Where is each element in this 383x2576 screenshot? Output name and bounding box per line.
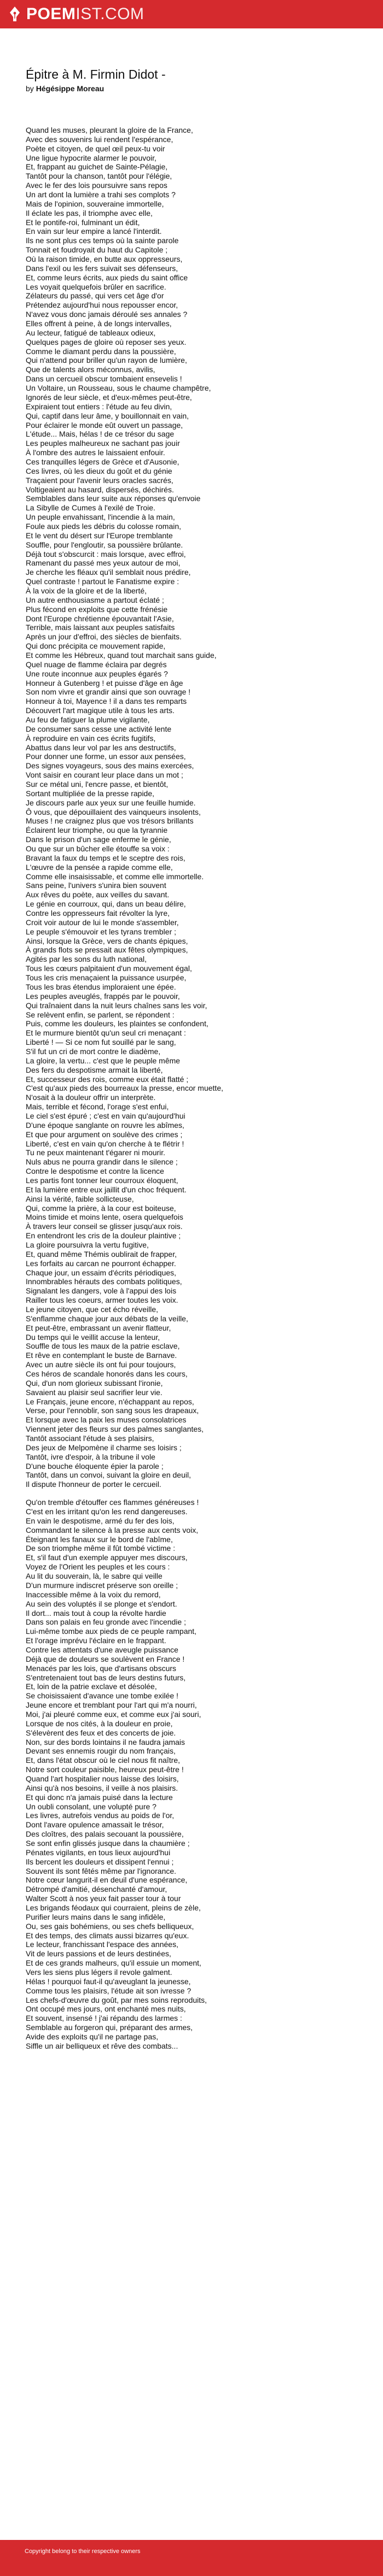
poem-line: Lorsque de nos cités, à la douleur en proie,	[26, 1719, 173, 1728]
poem-line: Sortant multipliée de la presse rapide,	[26, 789, 155, 798]
poem-line: Voyez de l'Orient les peuples et les cours :	[26, 1562, 170, 1572]
poem-line: Un art dont la lumière a trahi ses complots ?	[26, 190, 176, 199]
poem-line: Ou, ses gais bohémiens, ou ses chefs belliqueux,	[26, 1921, 194, 1931]
poem-line: Elles offrent à peine, à de longs intervalles,	[26, 319, 172, 328]
poem-content	[0, 28, 383, 2051]
poem-line: De consumer sans cesse une activité lente	[26, 724, 172, 733]
poem-line: Au lecteur, fatigué de tableaux odieux,	[26, 328, 156, 337]
poem-line: Menacés par les lois, que d'artisans obscurs	[26, 1663, 177, 1673]
poem-author[interactable]: Hégésippe Moreau	[36, 84, 105, 93]
poem-line: Viennent jeter des fleurs sur des palmes sanglantes,	[26, 1425, 204, 1434]
poem-line: Il dort... mais tout à coup la révolte hardie	[26, 1608, 166, 1618]
poem-line: Le Français, jeune encore, n'échappant au repos,	[26, 1397, 194, 1406]
poem-line: Innombrables hérauts des combats politiques,	[26, 1277, 182, 1286]
poem-line: Du temps qui le veillit accuse la lenteur,	[26, 1332, 160, 1342]
poem-line: Se relèvent enfin, se parlent, se répondent :	[26, 1010, 175, 1019]
poem-line: Avec des souvenirs lui rendent l'espérance,	[26, 134, 173, 144]
poem-line: S'il fut un cri de mort contre le diadème,	[26, 1046, 161, 1056]
poem-line: Et, dans l'état obscur où le ciel nous fit naître,	[26, 1756, 181, 1765]
footer-copyright: Copyright belong to their respective owners	[25, 2548, 141, 2555]
poem-line: Inaccessible même à la voix du remord,	[26, 1590, 161, 1599]
poem-line: Nuls abus ne pourra grandir dans le silence ;	[26, 1157, 178, 1167]
poem-line: D'un murmure indiscret préserve son oreille ;	[26, 1580, 178, 1590]
poem-line: Et qui donc n'a jamais puisé dans la lecture	[26, 1792, 173, 1802]
logo-text-light: IST.COM	[76, 5, 144, 23]
poem-line: Il éclate les pas, il triomphe avec elle,	[26, 208, 153, 217]
poem-line: Verse, pour l'ennoblir, son sang sous les drapeaux,	[26, 1406, 199, 1415]
poem-line: Où la raison timide, en butte aux oppresseurs,	[26, 255, 183, 264]
poem-line: Déjà tout s'obscurcit : mais lorsque, avec effroi,	[26, 549, 186, 558]
poem-line: Et, quand même Thémis oublirait de frapper,	[26, 1249, 177, 1258]
poem-line: Tantôt pour la chanson, tantôt pour l'élégie,	[26, 172, 172, 181]
site-footer	[0, 2540, 383, 2576]
poem-line: Expiraient tout entiers : l'étude au feu divin,	[26, 402, 172, 411]
poem-line: C'est qu'aux pieds des bourreaux la presse, encor muette,	[26, 1084, 223, 1093]
poem-line: Au feu de fatiguer la plume vigilante,	[26, 715, 150, 724]
pen-nib-icon	[9, 6, 21, 22]
poem-line: Tantôt associant l'étude à ses plaisirs,	[26, 1434, 154, 1443]
poem-line: Et l'orage imprévu l'éclaire en le frappant.	[26, 1636, 166, 1645]
poem-line: Découvert l'art magique utile à tous les arts.	[26, 706, 175, 715]
poem-line: L'étude... Mais, hélas ! de ce trésor du sage	[26, 430, 175, 439]
poem-line: Et, loin de la patrie exclave et désolée,	[26, 1682, 157, 1691]
poem-line: Chaque jour, un essaim d'écrits périodiques,	[26, 1268, 177, 1277]
poem-line: Poète et citoyen, de quel œil peux-tu voir	[26, 144, 165, 153]
poem-line: Un autre enthousiasme a partout éclaté ;	[26, 595, 164, 604]
poem-line: Tonnait et foudroyait du haut du Capitole ;	[26, 245, 168, 255]
poem-line: Ainsi qu'à nos besoins, il veille à nos plaisirs.	[26, 1783, 178, 1792]
poem-line: Dans son palais en feu gronde avec l'incendie ;	[26, 1618, 186, 1627]
poem-line: Voltigeaient au hasard, dispersés, déchirés.	[26, 485, 174, 494]
poem-line: À la voix de la gloire et de la liberté,	[26, 586, 147, 595]
poem-line: Qui n'attend pour briller qu'un rayon de lumière,	[26, 356, 187, 365]
poem-line: Traçaient pour l'avenir leurs oracles sacrés,	[26, 475, 173, 485]
poem-line: Prétendez aujourd'hui nous repousser encor,	[26, 301, 178, 310]
poem-line: Et souvent, insensé ! j'ai répandu des larmes :	[26, 2014, 182, 2023]
poem-line: Moins timide et moins lente, osera quelquefois	[26, 1213, 183, 1222]
poem-line: La gloire poursuivra la vertu fugitive,	[26, 1240, 149, 1249]
poem-line: Les forfaits au carcan ne pourront échapper.	[26, 1258, 176, 1268]
poem-stanza	[26, 126, 383, 1489]
poem-line: Déjà que de douleurs se soulèvent en France !	[26, 1654, 185, 1663]
poem-line: À l'ombre des autres le laissaient enfouir.	[26, 448, 165, 457]
poem-line: Et, comme leurs écrits, aux pieds du saint office	[26, 273, 188, 282]
poem-line: Un Voltaire, un Rousseau, sous le chaume champêtre,	[26, 384, 211, 393]
poem-line: N'avez vous donc jamais déroulé ses annales ?	[26, 310, 188, 319]
poem-line: Contre le despotisme et contre la licence	[26, 1167, 164, 1176]
poem-line: Un oubli consolant, une volupté pure ?	[26, 1802, 156, 1811]
poem-line: Éteignant les fanaux sur le bord de l'abîme,	[26, 1534, 173, 1544]
poem-line: Terrible, mais laissant aux peuples satisfaits	[26, 623, 175, 632]
poem-line: Ces livres, où les dieux du goût et du génie	[26, 466, 172, 475]
poem-line: Et la lumière entre eux jaillit d'un choc fréquent.	[26, 1185, 187, 1194]
poem-line: Et que pour argument on soulève des crimes ;	[26, 1130, 183, 1139]
poem-line: En vain le despotisme, armé du fer des lois,	[26, 1516, 175, 1525]
poem-line: Les peuples malheureux ne sachant pas jouir	[26, 439, 180, 448]
poem-line: Avec le fer des lois poursuivre sans repos	[26, 181, 167, 190]
poem-line: Et rêve en contemplant le buste de Barnave.	[26, 1351, 177, 1360]
poem-line: Et comme les Hébreux, quand tout marchait sans guide,	[26, 650, 217, 660]
poem-line: N'osait à la douleur offrir un interprète.	[26, 1093, 156, 1102]
poem-line: Souffle de tous les maux de la patrie esclave,	[26, 1342, 180, 1351]
poem-line: Quel nuage de flamme éclaira par degrés	[26, 660, 167, 669]
poem-line: Semblable au forgeron qui, préparant des armes,	[26, 2023, 193, 2032]
poem-line: Comme tous les plaisirs, l'étude ait son ivresse ?	[26, 1986, 192, 1995]
poem-line: Moi, j'ai pleuré comme eux, et comme eux j'ai souri,	[26, 1709, 201, 1719]
poem-line: Ils ne sont plus ces temps où la sainte parole	[26, 236, 179, 245]
poem-line: En entendront les cris de la douleur plaintive ;	[26, 1231, 181, 1240]
poem-line: En vain sur leur empire a lancé l'interdit.	[26, 227, 162, 236]
poem-line: Qui, captif dans leur âme, y bouillonnait en vain,	[26, 411, 189, 420]
poem-line: Liberté ! — Si ce nom fut souillé par le sang,	[26, 1038, 176, 1047]
poem-line: Railler tous les coeurs, armer toutes les voix.	[26, 1296, 178, 1305]
site-logo[interactable]	[9, 5, 144, 23]
poem-line: À reproduire en vain ces écrits fugitifs,	[26, 733, 156, 743]
poem-line: Mais de l'opinion, souveraine immortelle,	[26, 199, 164, 208]
poem-line: Commandant le silence à la presse aux cents voix,	[26, 1525, 199, 1534]
poem-line: Éclairent leur triomphe, ou que la tyrannie	[26, 826, 168, 835]
poem-stanza	[26, 1498, 383, 2051]
poem-line: Une ligue hypocrite alarmer le pouvoir,	[26, 153, 156, 162]
poem-line: Zélateurs du passé, qui vers cet âge d'or	[26, 291, 164, 301]
poem-line: Ou que sur un bûcher elle étouffe sa voix :	[26, 844, 170, 854]
poem-line: Dont l'avare opulence amassait le trésor,	[26, 1820, 164, 1830]
poem-line: Et lorsque avec la paix les muses consolatrices	[26, 1415, 187, 1425]
poem-line: Bravant la faux du temps et le sceptre des rois,	[26, 853, 185, 862]
poem-line: Dont l'Europe chrétienne épouvantait l'Asie,	[26, 614, 174, 623]
poem-line: Qui traînaient dans la nuit leurs chaînes sans les voir,	[26, 1001, 207, 1010]
poem-line: Comme elle insaisissable, et comme elle immortelle.	[26, 872, 204, 881]
poem-line: D'une bouche éloquente épier la parole ;	[26, 1461, 164, 1471]
poem-line: Signalant les dangers, vole à l'appui des lois	[26, 1286, 177, 1296]
poem-line: Les brigands féodaux qui courraient, pleins de zèle,	[26, 1903, 201, 1912]
poem-line: Hélas ! pourquoi faut-il qu'aveuglant la jeunesse,	[26, 1977, 191, 1986]
poem-line: Un peuple envahissant, l'incendie à la main,	[26, 513, 175, 522]
poem-line: La Sibylle de Cumes à l'exilé de Troie.	[26, 503, 155, 513]
poem-line: Honneur à Gutenberg ! et puisse d'âge en âge	[26, 678, 183, 687]
poem-line: Pénates vigilants, en tous lieux aujourd'hui	[26, 1848, 171, 1857]
poem-line: Tous les bras étendus imploraient une épée.	[26, 982, 176, 991]
poem-line: Qu'on tremble d'étouffer ces flammes généreuses !	[26, 1498, 199, 1507]
poem-line: Aux rêves du poète, aux veilles du savant.	[26, 890, 170, 899]
poem-line: Et le vent du désert sur l'Europe tremblante	[26, 531, 173, 540]
poem-line: Détrompé d'amitié, désenchanté d'amour,	[26, 1885, 167, 1894]
poem-body	[26, 126, 383, 2051]
poem-line: Abattus dans leur vol par les ans destructifs,	[26, 743, 176, 752]
poem-line: Les livres, autrefois vendus au poids de l'or,	[26, 1811, 175, 1820]
poem-line: Son nom vivre et grandir ainsi que son ouvrage !	[26, 687, 191, 697]
poem-line: Et le pontife-roi, fulminant un édit,	[26, 217, 140, 227]
poem-line: Notre cœur langurit-il en deuil d'une espérance,	[26, 1875, 188, 1885]
poem-line: Le génie en courroux, qui, dans un beau délire,	[26, 899, 186, 909]
poem-line: Muses ! ne craignez plus que vos trésors brillants	[26, 816, 194, 826]
poem-line: Notre sort couleur paisible, heureux peut-être !	[26, 1765, 184, 1774]
poem-line: Dans l'exil ou les fers suivait ses défenseurs,	[26, 263, 178, 273]
poem-line: Pour éclairer le monde eût ouvert un passage,	[26, 420, 183, 430]
poem-line: Les chefs-d'œuvre du goût, par mes soins reproduits,	[26, 1995, 207, 2004]
poem-line: Vont saisir en courant leur place dans un mot ;	[26, 771, 183, 780]
poem-line: Les peuples aveuglés, frappés par le pouvoir,	[26, 991, 180, 1001]
poem-line: Lui-même tombe aux pieds de ce peuple rampant,	[26, 1627, 197, 1636]
poem-line: Quand l'art hospitalier nous laisse des loisirs,	[26, 1774, 179, 1783]
poem-line: Le peuple s'émouvoir et les tyrans trembler ;	[26, 927, 177, 936]
poem-line: S'entretenaient tout bas de leurs destins futurs,	[26, 1673, 186, 1682]
poem-line: Qui, comme la prière, à la cour est boiteuse,	[26, 1203, 176, 1213]
poem-line: Souffle, pour l'engloutir, sa poussière brûlante.	[26, 540, 183, 549]
poem-line: Jeune encore et tremblant pour l'art qui m'a nourri,	[26, 1701, 197, 1710]
poem-line: Comme le diamant perdu dans la poussière,	[26, 346, 176, 356]
poem-line: Que de talents alors méconnus, avilis,	[26, 365, 155, 374]
poem-line: Honneur à toi, Mayence ! il a dans tes remparts	[26, 697, 187, 706]
poem-line: Après un jour d'effroi, des siècles de bienfaits.	[26, 632, 182, 642]
poem-line: Il dispute l'honneur de porter le cercueil.	[26, 1480, 161, 1489]
byline-prefix: by	[26, 84, 36, 93]
poem-line: Ignorés de leur siècle, et d'eux-mêmes peut-être,	[26, 392, 192, 402]
poem-line: De son triomphe même il fût tombé victime :	[26, 1544, 176, 1553]
poem-line: À travers leur conseil se glisser jusqu'aux rois.	[26, 1222, 183, 1231]
poem-line: Puis, comme les douleurs, les plaintes se confondent,	[26, 1019, 208, 1028]
poem-title: Épitre à M. Firmin Didot -	[26, 67, 166, 81]
poem-line: Et, frappant au guichet de Sainte-Pélagie,	[26, 162, 168, 172]
poem-line: Tu ne peux maintenant t'égarer ni mourir.	[26, 1148, 166, 1157]
poem-line: D'une époque sanglante on rouvre les abîmes,	[26, 1120, 184, 1130]
poem-line: Et des temps, des climats aussi bizarres qu'eux.	[26, 1931, 189, 1940]
poem-line: Tous les cœurs palpitaient d'un mouvement égal,	[26, 964, 192, 973]
poem-line: Le jeune citoyen, que cet écho réveille,	[26, 1305, 159, 1314]
poem-line: Plus fécond en exploits que cette frénésie	[26, 604, 168, 614]
poem-line: Quand les muses, pleurant la gloire de la France,	[26, 126, 193, 134]
poem-line: Je discours parle aux yeux sur une feuille humide.	[26, 798, 196, 807]
poem-line: Sur ce métal uni, l'encre passe, et bientôt,	[26, 780, 169, 789]
poem-line: Qui, d'un nom glorieux subissant l'ironie,	[26, 1378, 163, 1387]
poem-line: Tantôt, ivre d'espoir, à la tribune il vole	[26, 1452, 155, 1461]
poem-line: Au sein des voluptés il se plonge et s'endort.	[26, 1599, 177, 1608]
poem-line: Souvent ils sont fêtés même par l'ignorance.	[26, 1866, 177, 1875]
poem-line: Vit de leurs passions et de leurs destinées,	[26, 1949, 171, 1959]
poem-line: Quel contraste ! partout le Fanatisme expire :	[26, 577, 179, 586]
poem-line: C'est en les irritant qu'on les rend dangereuses.	[26, 1507, 188, 1516]
poem-line: Ont occupé mes jours, ont enchanté mes nuits,	[26, 2004, 186, 2014]
poem-line: Savaient au plaisir seul sacrifier leur vie.	[26, 1387, 163, 1397]
poem-line: Agités par les sons du luth national,	[26, 955, 147, 964]
poem-line: Avec un autre siècle ils ont fui pour toujours,	[26, 1360, 176, 1369]
poem-line: Croit voir autour de lui le monde s'assembler,	[26, 918, 179, 927]
poem-line: L'œuvre de la pensée a rapide comme elle,	[26, 862, 173, 872]
site-header	[0, 0, 383, 28]
poem-line: Semblables dans leur suite aux réponses qu'envoie	[26, 494, 201, 503]
poem-line: Qui donc précipita ce mouvement rapide,	[26, 642, 166, 651]
poem-line: Avide des exploits qu'il ne partage pas,	[26, 2032, 159, 2042]
poem-line: Des jeux de Melpomène il charme ses loisirs ;	[26, 1443, 182, 1452]
poem-line: Contre les oppresseurs fait révolter la lyre,	[26, 909, 170, 918]
poem-line: Contre les attentats d'une aveugle puissance	[26, 1645, 178, 1654]
poem-line: Dans le prison d'un sage enferme le génie,	[26, 835, 171, 844]
poem-line: Tous les cris menaçaient la puissance usurpée,	[26, 973, 187, 983]
poem-line: À grands flots se pressait aux fêtes olympiques,	[26, 945, 188, 955]
poem-line: Et de ces grands malheurs, qu'il essuie un moment,	[26, 1959, 201, 1968]
poem-line: Ils bercent les douleurs et dissipent l'ennui ;	[26, 1857, 174, 1866]
poem-line: Le lecteur, franchissant l'espace des années,	[26, 1940, 178, 1949]
poem-line: Des fers du despotisme armait la liberté,	[26, 1065, 163, 1074]
poem-byline	[26, 83, 383, 94]
poem-line: La gloire, la vertu... c'est que le peuple même	[26, 1056, 181, 1065]
poem-line: Liberté, c'est en vain qu'on cherche à te flétrir !	[26, 1139, 184, 1148]
poem-line: Ces héros de scandale honorés dans les cours,	[26, 1369, 188, 1379]
poem-line: Quelques pages de gloire où reposer ses yeux.	[26, 337, 187, 346]
poem-line: Foule aux pieds les débris du colosse romain,	[26, 521, 182, 531]
poem-line: Des signes voyageurs, sous des mains exercées,	[26, 761, 194, 771]
poem-line: Les partis font tonner leur courroux éloquent,	[26, 1175, 178, 1185]
poem-line: Les voyait quelquefois brûler en sacrifice.	[26, 282, 166, 291]
poem-line: Dans un cercueil obscur tombaient ensevelis !	[26, 374, 182, 384]
poem-line: Devant ses ennemis rougir du nom français,	[26, 1746, 176, 1756]
poem-line: Au lit du souverain, là, le sabre qui veille	[26, 1572, 163, 1581]
poem-line: Vers les siens plus légers il revole galment.	[26, 1968, 172, 1977]
poem-line: Ramenant du passé mes yeux autour de moi,	[26, 558, 181, 568]
poem-line: Et le murmure bientôt qu'un seul cri menaçant :	[26, 1028, 186, 1038]
poem-line: Ainsi, lorsque la Grèce, vers de chants épiques,	[26, 936, 188, 945]
poem-line: Walter Scott à nos yeux fait passer tour à tour	[26, 1894, 181, 1903]
logo-text-bold: POEM	[26, 5, 76, 23]
poem-line: Ces tranquilles légers de Grèce et d'Ausonie,	[26, 457, 179, 466]
poem-line: Des cloîtres, des palais secouant la poussière,	[26, 1830, 184, 1839]
poem-line: S'enflamme chaque jour aux débats de la veille,	[26, 1314, 188, 1323]
poem-line: Tantôt, dans un convoi, suivant la gloire en deuil,	[26, 1471, 191, 1480]
poem-line: Siffle un air belliqueux et rêve des combats...	[26, 2041, 178, 2050]
poem-line: Et peut-être, embrassant un avenir flatteur,	[26, 1323, 171, 1332]
poem-line: Se choisissaient d'avance une tombe exilée !	[26, 1691, 178, 1701]
poem-line: Et, successeur des rois, comme eux était flatté ;	[26, 1074, 189, 1084]
poem-line: Se sont enfin glissés jusque dans la chaumière ;	[26, 1838, 190, 1848]
poem-line: Non, sur des bords lointains il ne faudra jamais	[26, 1737, 185, 1746]
poem-line: Une route inconnue aux peuples égarés ?	[26, 669, 168, 678]
poem-line: Pour donner une forme, un essor aux pensées,	[26, 752, 186, 761]
poem-line: Ô vous, que dépouillaient des vainqueurs insolents,	[26, 807, 201, 816]
poem-line: Mais, terrible et fécond, l'orage s'est enfui,	[26, 1102, 169, 1111]
poem-line: Ainsi la vérité, faible sollicteuse,	[26, 1194, 134, 1203]
poem-line: Sans peine, l'univers s'unira bien souvent	[26, 881, 166, 890]
poem-line: Je cherche les fléaux qu'il semblait nous prédire,	[26, 568, 191, 577]
poem-line: Et, s'il faut d'un exemple appuyer mes discours,	[26, 1553, 188, 1562]
poem-line: S'élevèrent des feux et des concerts de joie.	[26, 1728, 176, 1737]
poem-line: Le ciel s'est épuré ; c'est en vain qu'aujourd'hui	[26, 1111, 185, 1120]
poem-line: Purifier leurs mains dans le sang infidèle,	[26, 1912, 166, 1921]
